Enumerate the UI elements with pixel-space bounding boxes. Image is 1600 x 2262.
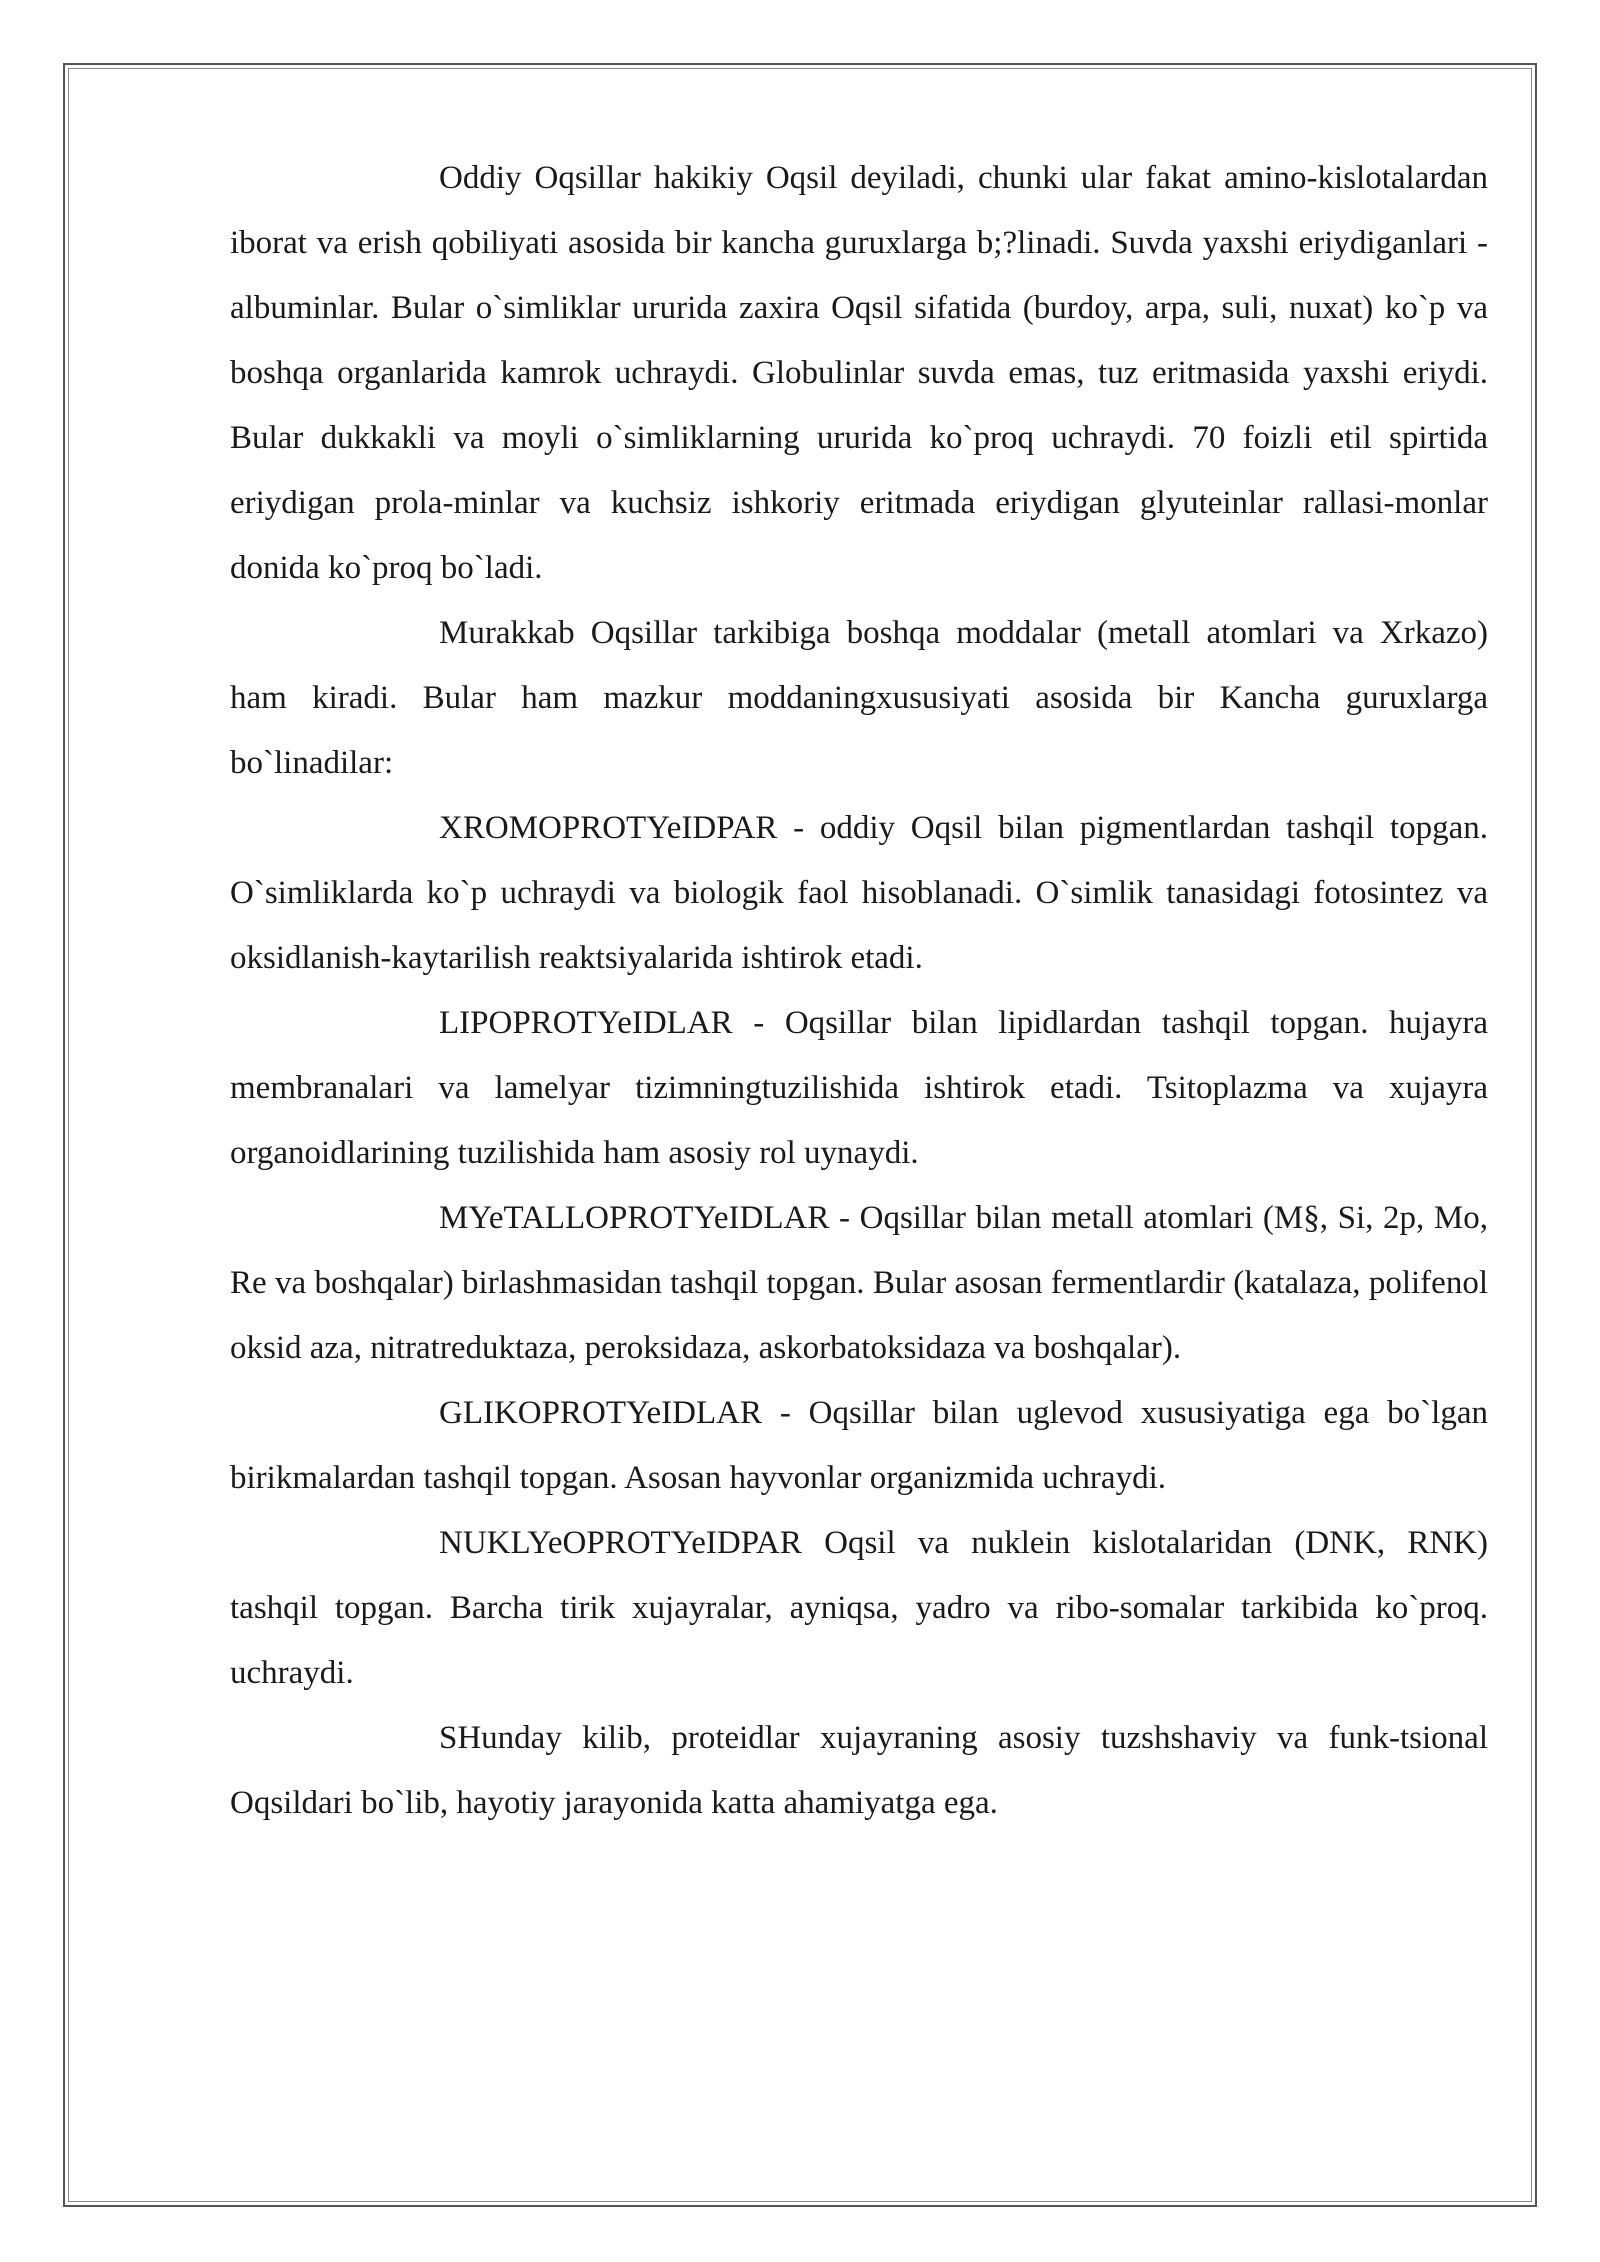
- document-body: [230, 146, 1488, 1836]
- paragraph-lipoproteids: LIPOPROTYeIDLAR - Oqsillar bilan lipidlardan tashqil topgan. hujayra membranalari va lamelyar tizimningtuzilishida ishtirok etadi. Tsitoplazma va xujayra organoidlarining tuzilishida ham asosiy rol uynaydi.: [230, 1005, 1488, 1171]
- paragraph-nucleoproteids: NUKLYeOPROTYeIDPAR Oqsil va nuklein kislotalaridan (DNK, RNK) tashqil topgan. Barcha tirik xujayralar, ayniqsa, yadro va ribo-somalar tarkibida ko`proq. uchraydi.: [230, 1525, 1488, 1691]
- paragraph-chromoproteids: XROMOPROTYeIDPAR - oddiy Oqsil bilan pigmentlardan tashqil topgan. O`simliklarda ko`p uchraydi va biologik faol hisoblanadi. O`simlik tanasidagi fotosintez va oksidlanish-kaytarilish reaktsiyalarida ishtirok etadi.: [230, 810, 1488, 976]
- paragraph-glycoproteids: GLIKOPROTYeIDLAR - Oqsillar bilan uglevod xususiyatiga ega bo`lgan birikmalardan tashqil topgan. Asosan hayvonlar organizmida uchraydi.: [230, 1395, 1488, 1496]
- paragraph-metalloproteids: MYeTALLOPROTYeIDLAR - Oqsillar bilan metall atomlari (M§, Si, 2p, Mo, Re va boshqalar) birlashmasidan tashqil topgan. Bular asosan fermentlardir (katalaza, polifenol oksid aza, nitratreduktaza, peroksidaza, askorbatoksidaza va boshqalar).: [230, 1200, 1488, 1366]
- paragraph-conclusion: SHunday kilib, proteidlar xujayraning asosiy tuzshshaviy va funk-tsional Oqsildari bo`lib, hayotiy jarayonida katta ahamiyatga ega.: [230, 1720, 1488, 1821]
- paragraph-simple-proteins: Oddiy Oqsillar hakikiy Oqsil deyiladi, chunki ular fakat amino-kislotalardan iborat va erish qobiliyati asosida bir kancha guruxlarga b;?linadi. Suvda yaxshi eriydiganlari - albuminlar. Bular o`simliklar ururida zaxira Oqsil sifatida (burdoy, arpa, suli, nuxat) ko`p va boshqa organlarida kamrok uchraydi. Globulinlar suvda emas, tuz eritmasida yaxshi eriydi. Bular dukkakli va moyli o`simliklarning ururida ko`proq uchraydi. 70 foizli etil spirtida eriydigan prola-minlar va kuchsiz ishkoriy eritmada eriydigan glyuteinlar rallasi-monlar donida ko`proq bo`ladi.: [230, 160, 1488, 586]
- paragraph-complex-proteins: Murakkab Oqsillar tarkibiga boshqa moddalar (metall atomlari va Xrkazo) ham kiradi. Bular ham mazkur moddaningxususiyati asosida bir Kancha guruxlarga bo`linadilar:: [230, 615, 1488, 781]
